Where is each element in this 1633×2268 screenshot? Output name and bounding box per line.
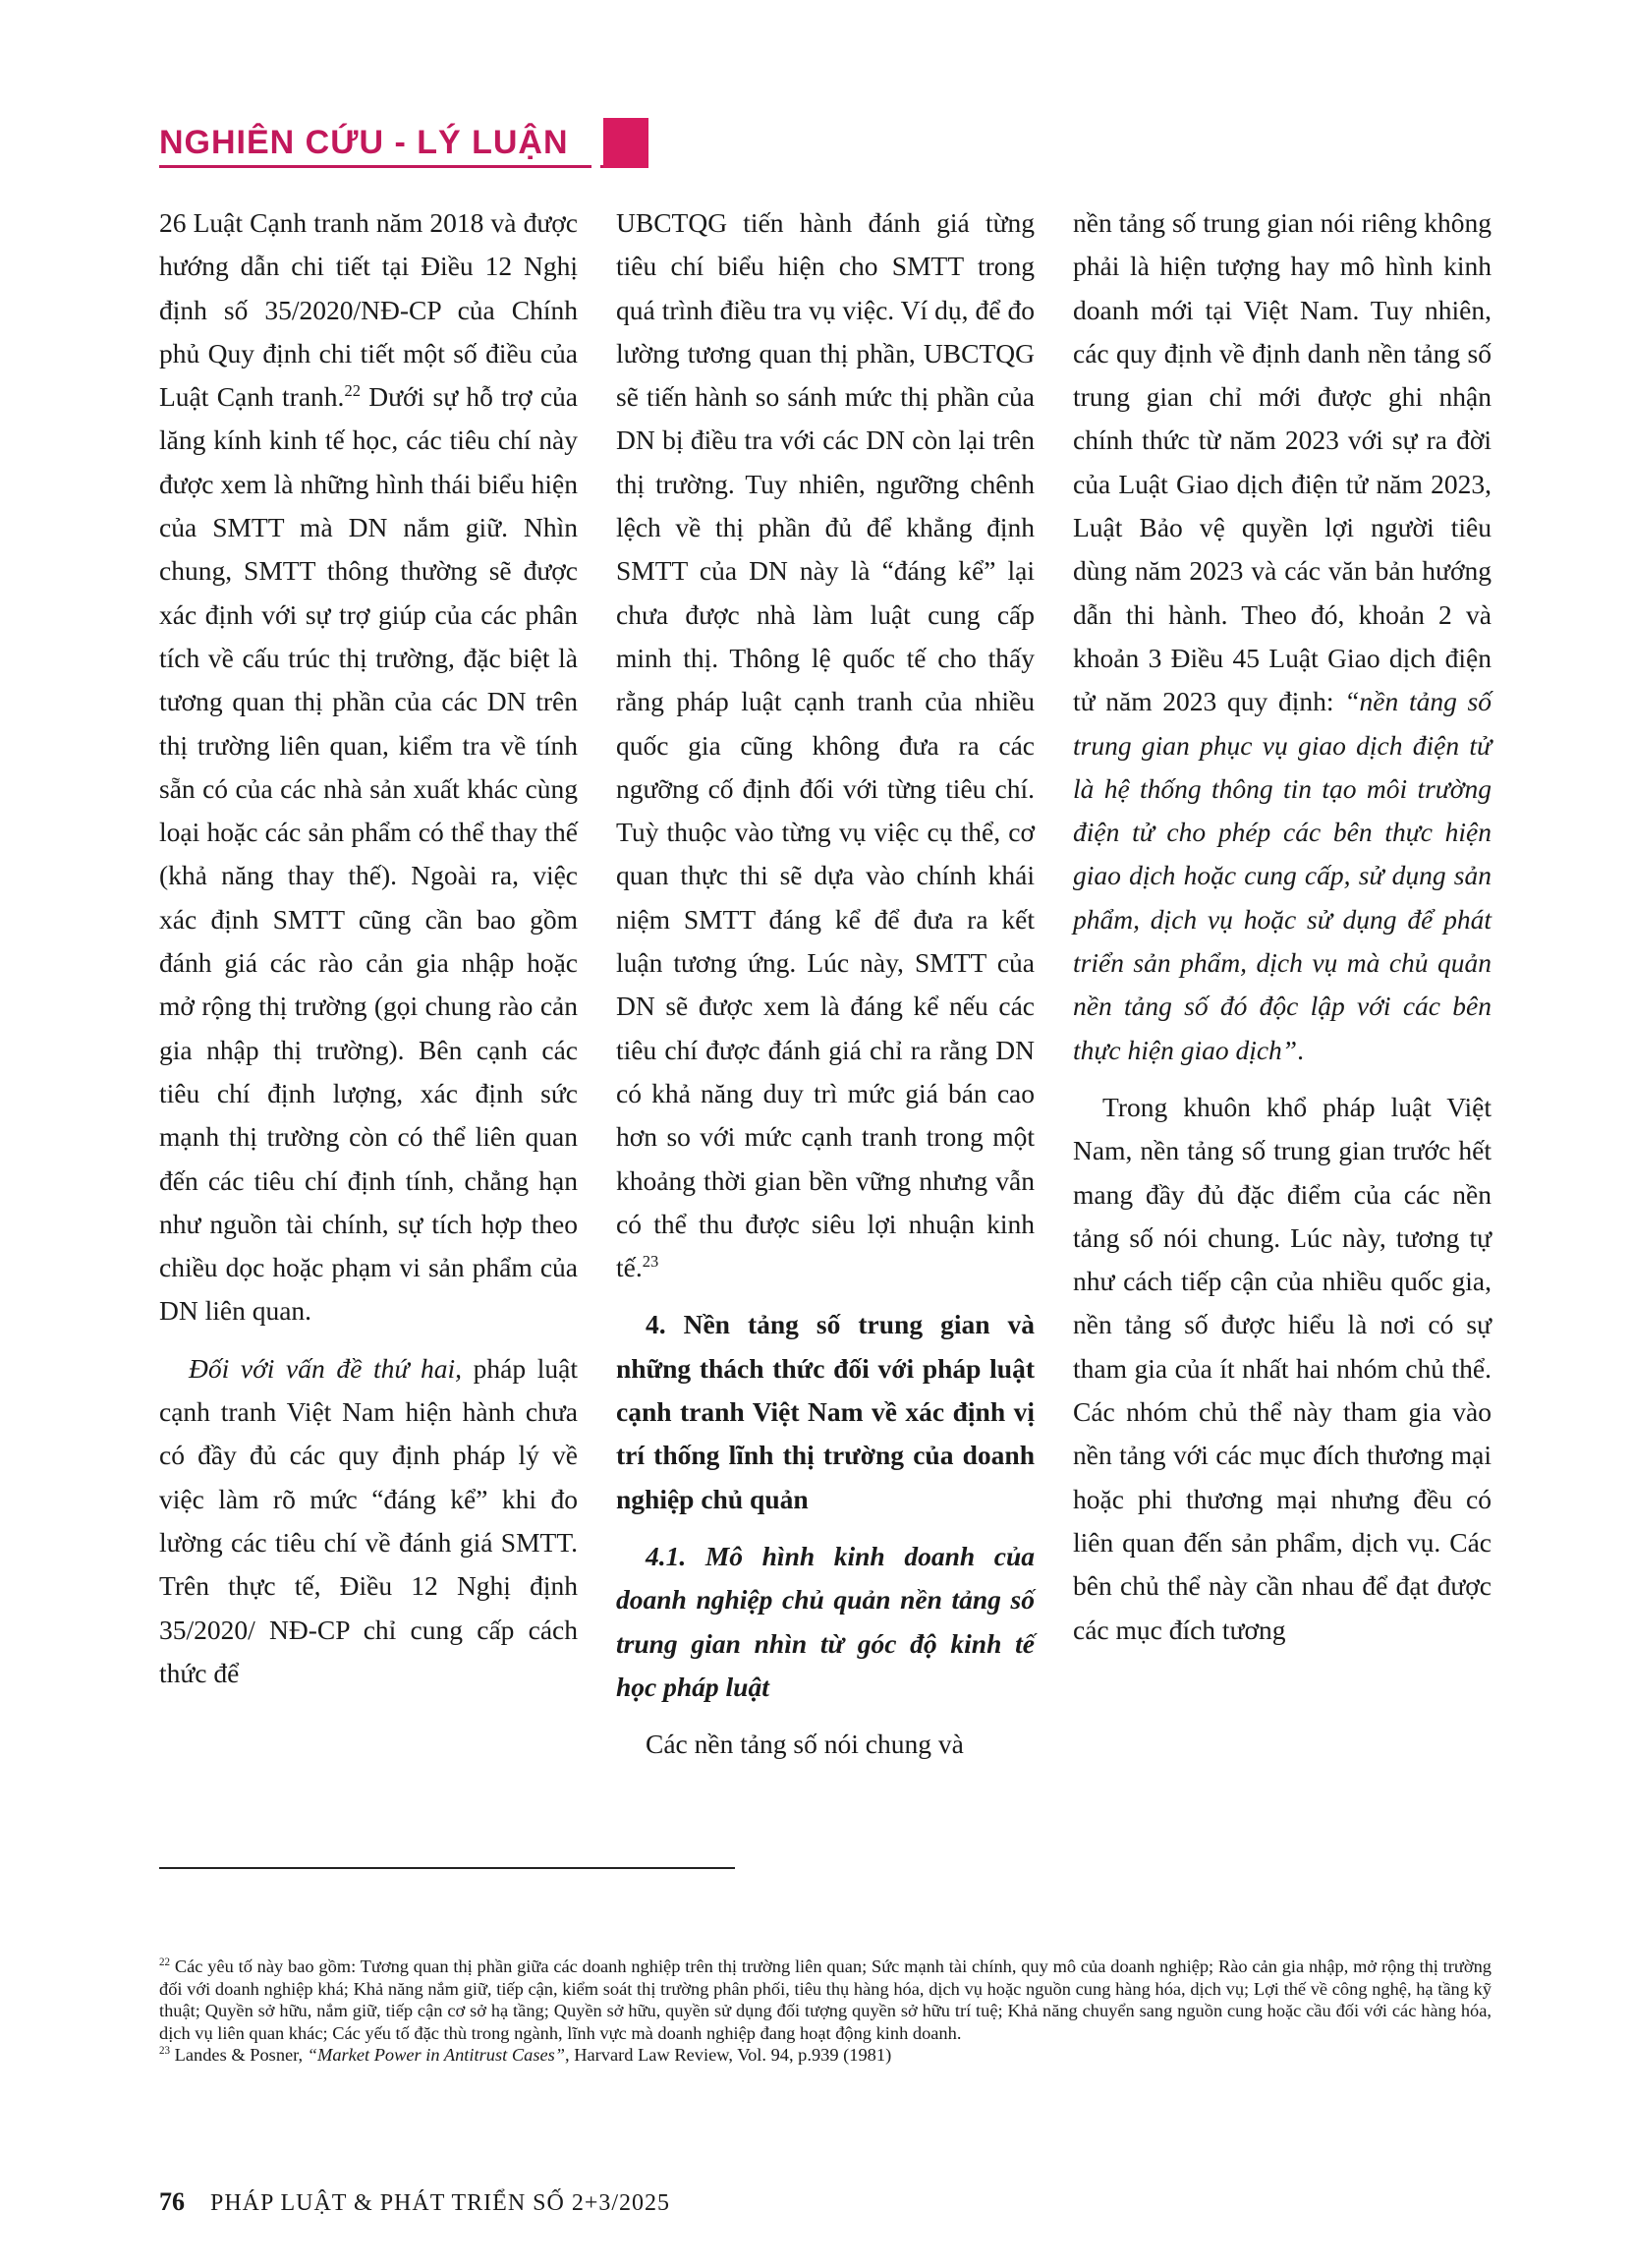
- paragraph: [159, 1347, 578, 1695]
- footnote-ref-23[interactable]: 23: [642, 1251, 659, 1271]
- footnote-23: [159, 2044, 1492, 2067]
- footnote-text: , Harvard Law Review, Vol. 94, p.939 (1981): [565, 2045, 892, 2065]
- column-1: [159, 201, 578, 1695]
- paragraph: Các nền tảng số nói chung và: [646, 1729, 964, 1760]
- text: nền tảng số trung gian nói riêng không phải là hiện tượng hay mô hình kinh doanh mới tại Việt Nam. Tuy nhiên, các quy định về định danh nền tảng số trung gian chỉ mới được ghi nhận chính thức từ năm 2023 với sự ra đời của Luật Giao dịch điện tử năm 2023, Luật Bảo vệ quyền lợi người tiêu dùng năm 2023 và các văn bản hướng dẫn thi hành. Theo đó, khoản 2 và khoản 3 Điều 45 Luật Giao dịch điện tử năm 2023 quy định:: [1073, 207, 1492, 717]
- header-accent-block: [603, 118, 648, 168]
- text: Dưới sự hỗ trợ của lăng kính kinh tế học, các tiêu chí này được xem là những hình thái biểu hiện của SMTT mà DN nắm giữ. Nhìn chung, SMTT thông thường sẽ được xác định với sự trợ giúp của các phân tích về cấu trúc thị trường, đặc biệt là tương quan thị phần của các DN trên thị trường liên quan, kiểm tra về tính sẵn có của các nhà sản xuất khác cùng loại hoặc các sản phẩm có thể thay thế (khả năng thay thế). Ngoài ra, việc xác định SMTT cũng cần bao gồm đánh giá các rào cản gia nhập hoặc mở rộng thị trường (gọi chung rào cản gia nhập thị trường). Bên cạnh các tiêu chí định lượng, xác định sức mạnh thị trường còn có thể liên quan đến các tiêu chí định tính, chẳng hạn như nguồn tài chính, sự tích hợp theo chiều dọc hoặc phạm vi sản phẩm của DN liên quan.: [159, 381, 578, 1327]
- footnote-number: 23: [159, 2044, 171, 2057]
- header-underline: [159, 165, 603, 168]
- header-gap: [591, 118, 600, 168]
- footnote-22: [159, 1956, 1492, 2044]
- text: UBCTQG tiến hành đánh giá từng tiêu chí biểu hiện cho SMTT trong quá trình điều tra vụ việc. Ví dụ, để đo lường tương quan thị phần, UBCTQG sẽ tiến hành so sánh mức thị phần của DN bị điều tra với các DN còn lại trên thị trường. Tuy nhiên, ngưỡng chênh lệch về thị phần đủ để khẳng định SMTT của DN này là “đáng kể” lại chưa được nhà làm luật cung cấp minh thị. Thông lệ quốc tế cho thấy rằng pháp luật cạnh tranh của nhiều quốc gia cũng không đưa ra các ngưỡng cố định đối với từng tiêu chí. Tuỳ thuộc vào từng vụ việc cụ thể, cơ quan thực thi sẽ dựa vào chính khái niệm SMTT đáng kể để đưa ra kết luận tương ứng. Lúc này, SMTT của DN sẽ được xem là đáng kể nếu các tiêu chí được đánh giá chỉ ra rằng DN có khả năng duy trì mức giá bán cao hơn so với mức cạnh tranh trong một khoảng thời gian bền vững nhưng vẫn có thể thu được siêu lợi nhuận kinh tế.: [616, 207, 1035, 1283]
- column-3: [1073, 201, 1492, 1652]
- paragraph: Trong khuôn khổ pháp luật Việt Nam, nền tảng số trung gian trước hết mang đầy đủ đặc điểm của các nền tảng số nói chung. Lúc này, tương tự như cách tiếp cận của nhiều quốc gia, nền tảng số được hiểu là nơi có sự tham gia của ít nhất hai nhóm chủ thể. Các nhóm chủ thể này tham gia vào nền tảng với các mục đích thương mại hoặc phi thương mại nhưng đều có liên quan đến sản phẩm, dịch vụ. Các bên chủ thể này cần nhau để đạt được các mục đích tương: [1073, 1091, 1492, 1645]
- footnote-text: Landes & Posner,: [170, 2045, 308, 2065]
- footnotes: [159, 1956, 1492, 2067]
- paragraph: [159, 201, 578, 1333]
- footnote-text: Các yêu tố này bao gồm: Tương quan thị phần giữa các doanh nghiệp trên thị trường liên quan; Sức mạnh tài chính, quy mô của doanh nghiệp; Rào cản gia nhập, mở rộng thị trường đối với doanh nghiệp khá; Khả năng nắm giữ, tiếp cận, kiểm soát thị trường phân phối, tiêu thụ hàng hóa, dịch vụ hoặc nguồn cung hàng hóa, dịch vụ; Lợi thế về công nghệ, hạ tầng kỹ thuật; Quyền sở hữu, nắm giữ, tiếp cận cơ sở hạ tầng; Quyền sở hữu, quyền sử dụng đối tượng quyền sở hữu trí tuệ; Khả năng chuyển sang nguồn cung hoặc cầu đối với các hàng hóa, dịch vụ liên quan khác; Các yếu tố đặc thù trong ngành, lĩnh vực mà doanh nghiệp đang hoạt động kinh doanh.: [159, 1956, 1492, 2043]
- section-title: NGHIÊN CỨU - LÝ LUẬN: [159, 124, 569, 161]
- section-heading-4-1: 4.1. Mô hình kinh doanh của doanh nghiệp chủ quản nền tảng số trung gian nhìn từ góc độ kinh tế học pháp luật: [616, 1540, 1035, 1702]
- text: .: [1297, 1034, 1304, 1065]
- paragraph: [1073, 201, 1492, 1072]
- footnote-number: 22: [159, 1956, 171, 1968]
- paragraph: [616, 201, 1035, 1289]
- cited-title: “Market Power in Antitrust Cases”: [307, 2045, 566, 2065]
- footnote-separator: [159, 1867, 735, 1869]
- section-header: [159, 118, 660, 167]
- section-heading-4: 4. Nền tảng số trung gian và những thách thức đối với pháp luật cạnh tranh Việt Nam về xác định vị trí thống lĩnh thị trường của doanh nghiệp chủ quản: [616, 1309, 1035, 1514]
- journal-name: PHÁP LUẬT & PHÁT TRIỂN SỐ 2+3/2025: [210, 2190, 671, 2216]
- italic-text: Đối với vấn đề thứ hai,: [189, 1352, 463, 1384]
- legal-quote: “nền tảng số trung gian phục vụ giao dịch điện tử là hệ thống thông tin tạo môi trường điện tử cho phép các bên thực hiện giao dịch hoặc cung cấp, sử dụng sản phẩm, dịch vụ hoặc sử dụng để phát triển sản phẩm, dịch vụ mà chủ quản nền tảng số đó độc lập với các bên thực hiện giao dịch”: [1073, 686, 1492, 1065]
- page-number: 76: [159, 2187, 185, 2216]
- column-2: [616, 201, 1035, 1766]
- footnote-ref-22[interactable]: 22: [344, 381, 361, 401]
- page-footer: [159, 2187, 670, 2217]
- text: pháp luật cạnh tranh Việt Nam hiện hành chưa có đầy đủ các quy định pháp lý về việc làm rõ mức “đáng kể” khi đo lường các tiêu chí về đánh giá SMTT. Trên thực tế, Điều 12 Nghị định 35/2020/ NĐ-CP chỉ cung cấp cách thức để: [159, 1352, 578, 1688]
- text: 26 Luật Cạnh tranh năm 2018 và được hướng dẫn chi tiết tại Điều 12 Nghị định số 35/2020/NĐ-CP của Chính phủ Quy định chi tiết một số điều của Luật Cạnh tranh.: [159, 207, 578, 413]
